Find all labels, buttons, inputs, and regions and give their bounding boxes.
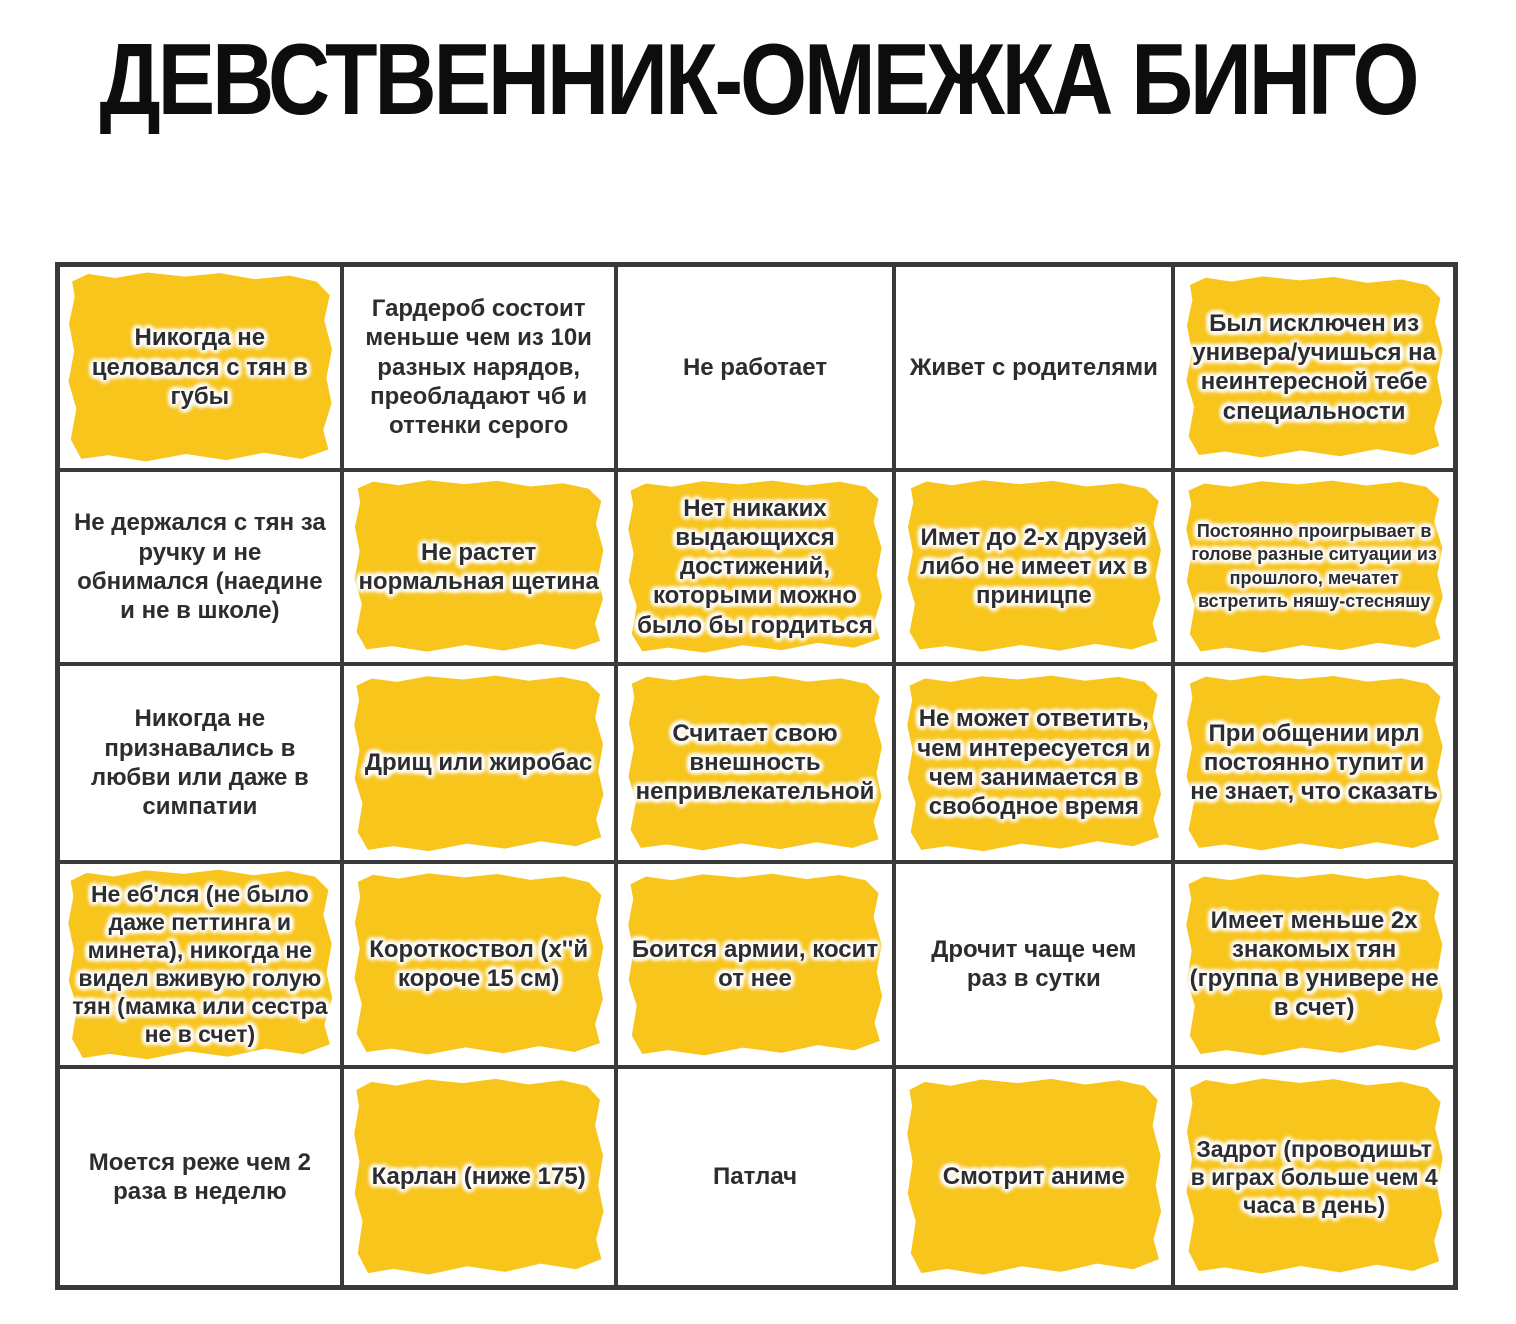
bingo-cell-text: Не еб'лся (не было даже петтинга и минета), никогда не видел вживую голую тян (мамка или сестра не в счет) — [72, 881, 328, 1048]
bingo-cell-text: Имеет меньше 2х знакомых тян (группа в универе не в счет) — [1189, 906, 1439, 1022]
bingo-cell-r1c5 — [1175, 267, 1453, 468]
bingo-cell-r2c2 — [344, 472, 614, 662]
bingo-cell-r4c2 — [344, 864, 614, 1065]
bingo-cell-text: Не растет нормальная щетина — [358, 538, 599, 595]
bingo-cell-r2c5 — [1175, 472, 1453, 662]
bingo-cell-r4c4 — [896, 864, 1171, 1065]
bingo-cell-text: Был исключен из универа/учишься на неинтересной тебе специальности — [1192, 309, 1436, 425]
bingo-cell-r5c4 — [896, 1069, 1171, 1285]
bingo-cell-text: Считает свою внешность непривлекательной — [635, 719, 875, 806]
bingo-cell-r4c3 — [618, 864, 893, 1065]
bingo-cell-text: Смотрит аниме — [942, 1163, 1125, 1191]
page-title: ДЕВСТВЕННИК-ОМЕЖКА БИНГО — [99, 23, 1417, 137]
bingo-cell-r5c3 — [618, 1069, 893, 1285]
bingo-cell-text: Живет с родителями — [909, 353, 1158, 381]
bingo-cell-text: Дрочит чаще чем раз в сутки — [931, 935, 1137, 993]
bingo-cell-r4c1 — [60, 864, 340, 1065]
bingo-cell-r1c4 — [896, 267, 1171, 468]
bingo-cell-text: Гардероб состоит меньше чем из 10и разных нарядов, преобладают чб и оттенки серого — [365, 295, 592, 440]
bingo-cell-text: Боится армии, косит от нее — [631, 935, 879, 993]
bingo-board — [55, 262, 1458, 1290]
bingo-cell-r1c1 — [60, 267, 340, 468]
bingo-cell-text: Дрищ или жиробас — [364, 749, 593, 777]
bingo-cell-text: Нет никаких выдающихся достижений, которыми можно было бы гордиться — [637, 494, 873, 639]
bingo-cell-r3c3 — [618, 666, 893, 860]
bingo-cell-r2c1 — [60, 472, 340, 662]
bingo-cell-r3c5 — [1175, 666, 1453, 860]
bingo-cell-r3c2 — [344, 666, 614, 860]
bingo-cell-text: Никогда не целовался с тян в губы — [91, 324, 308, 411]
bingo-cell-r1c2 — [344, 267, 614, 468]
bingo-cell-r5c5 — [1175, 1069, 1453, 1285]
bingo-cell-r1c3 — [618, 267, 893, 468]
bingo-cell-text: Имет до 2-х друзей либо не имеет их в приницпе — [920, 523, 1148, 610]
bingo-cell-r3c1 — [60, 666, 340, 860]
bingo-cell-text: Не держался с тян за ручку и не обнимался (наедине и не в школе) — [73, 509, 326, 625]
bingo-cell-text: Задрот (проводишьт в играх больше чем 4 часа в день) — [1190, 1135, 1438, 1218]
bingo-cell-r4c5 — [1175, 864, 1453, 1065]
bingo-cell-r5c2 — [344, 1069, 614, 1285]
bingo-cell-text: Карлан (ниже 175) — [371, 1163, 586, 1191]
bingo-cell-text: Не может ответить, чем интересуется и чем занимается в свободное время — [917, 705, 1151, 821]
bingo-cell-r3c4 — [896, 666, 1171, 860]
bingo-cell-text: При общении ирл постоянно тупит и не знает, что сказать — [1190, 719, 1438, 806]
bingo-cell-r2c4 — [896, 472, 1171, 662]
bingo-cell-r2c3 — [618, 472, 893, 662]
bingo-cell-text: Никогда не признавались в любви или даже в симпатии — [90, 705, 309, 821]
bingo-cell-text: Не работает — [682, 353, 828, 381]
bingo-cell-text: Короткоствол (х''й короче 15 см) — [369, 935, 589, 993]
bingo-cell-r5c1 — [60, 1069, 340, 1285]
bingo-cell-text: Моется реже чем 2 раза в неделю — [88, 1148, 311, 1205]
bingo-cell-text: Постоянно проигрывает в голове разные ситуации из прошлого, мечатет встретить няшу-стесняшу — [1191, 521, 1437, 612]
bingo-cell-text: Патлач — [713, 1163, 797, 1191]
